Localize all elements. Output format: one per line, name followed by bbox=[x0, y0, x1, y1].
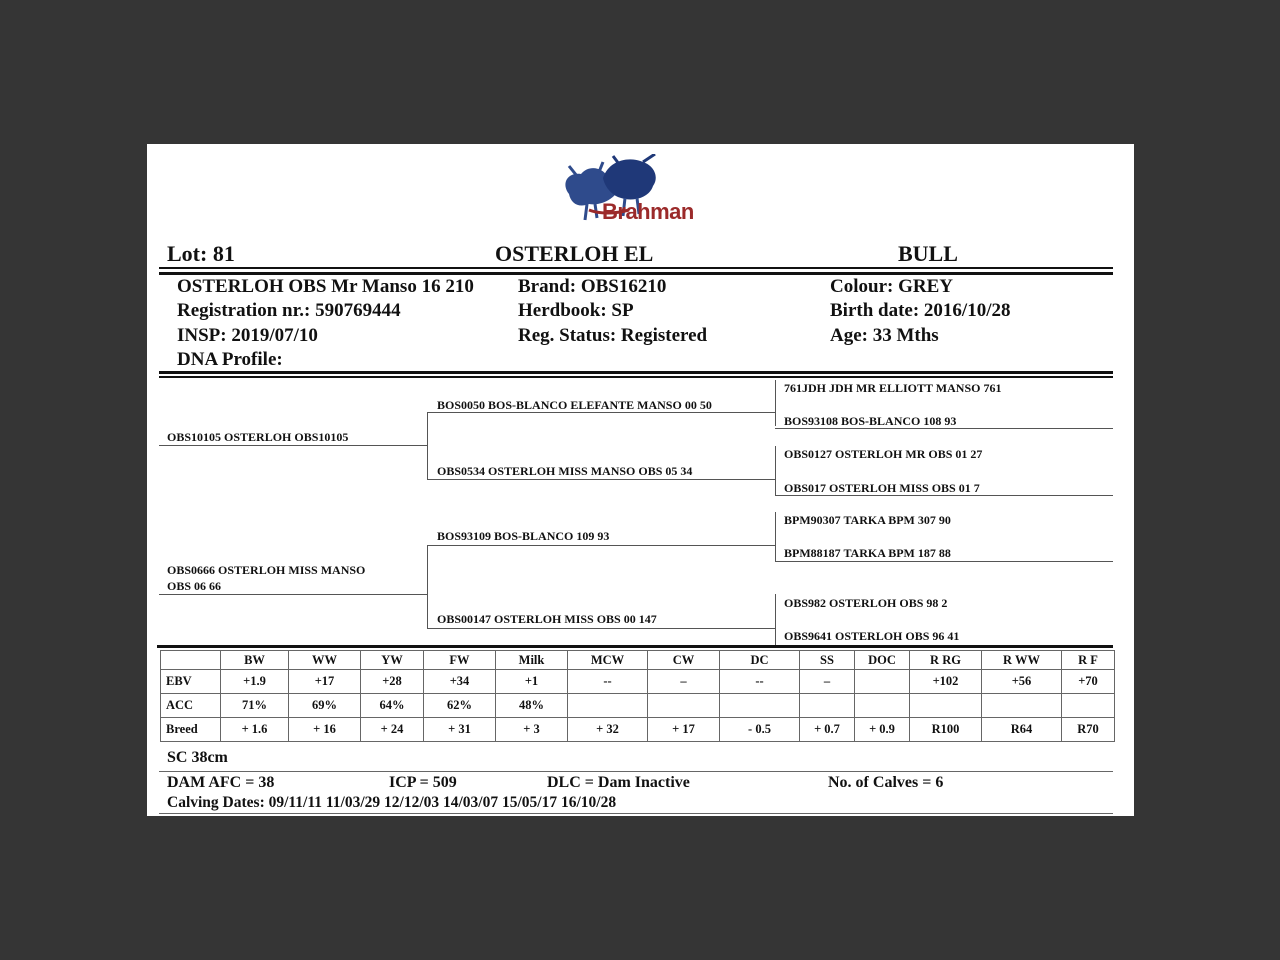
pedigree-dam-dam: OBS00147 OSTERLOH MISS OBS 00 147 bbox=[437, 612, 657, 626]
header-divider-bottom bbox=[159, 272, 1113, 275]
number-of-calves: No. of Calves = 6 bbox=[828, 774, 944, 791]
table-cell: R64 bbox=[982, 718, 1062, 742]
table-cell: R70 bbox=[1062, 718, 1115, 742]
pedigree-sire-dam: OBS0534 OSTERLOH MISS MANSO OBS 05 34 bbox=[437, 464, 693, 478]
pedigree-ggp-8: OBS9641 OSTERLOH OBS 96 41 bbox=[784, 629, 960, 643]
ebv-col-header: R RG bbox=[910, 651, 982, 670]
registration-number: Registration nr.: 590769444 bbox=[177, 300, 401, 321]
sex-label: BULL bbox=[898, 241, 958, 266]
ds-line bbox=[427, 545, 775, 546]
ebv-table bbox=[160, 650, 1115, 742]
sd-line bbox=[427, 479, 775, 480]
table-cell: – bbox=[800, 670, 855, 694]
dam-line bbox=[159, 594, 427, 595]
table-cell: +28 bbox=[361, 670, 424, 694]
table-cell: +34 bbox=[424, 670, 496, 694]
table-row bbox=[161, 718, 1115, 742]
ebv-col-header: YW bbox=[361, 651, 424, 670]
ebv-col-header: WW bbox=[289, 651, 361, 670]
table-cell: 48% bbox=[496, 694, 568, 718]
ss-bracket bbox=[775, 380, 776, 426]
pedigree-sire: OBS10105 OSTERLOH OBS10105 bbox=[167, 430, 349, 444]
dna-profile: DNA Profile: bbox=[177, 349, 283, 370]
sc-divider bbox=[159, 771, 1113, 772]
table-cell: + 16 bbox=[289, 718, 361, 742]
ebv-col-header: DOC bbox=[855, 651, 910, 670]
table-cell: + 0.9 bbox=[855, 718, 910, 742]
table-cell: + 3 bbox=[496, 718, 568, 742]
scrotal-circumference: SC 38cm bbox=[167, 749, 228, 766]
table-cell: -- bbox=[568, 670, 648, 694]
lot-number: Lot: 81 bbox=[167, 241, 235, 266]
pedigree-dam-line2: OBS 06 66 bbox=[167, 579, 222, 593]
ebv-col-header: DC bbox=[720, 651, 800, 670]
pedigree-dam-sire: BOS93109 BOS-BLANCO 109 93 bbox=[437, 529, 610, 543]
table-cell bbox=[648, 694, 720, 718]
table-row bbox=[161, 670, 1115, 694]
pedigree-ggp-1: 761JDH JDH MR ELLIOTT MANSO 761 bbox=[784, 381, 1002, 395]
header-divider-top bbox=[159, 267, 1113, 269]
prefix-name: OSTERLOH EL bbox=[495, 241, 654, 266]
ebv-col-header: R F bbox=[1062, 651, 1115, 670]
ebv-divider bbox=[157, 645, 1113, 648]
table-cell: – bbox=[648, 670, 720, 694]
ggp6-line bbox=[775, 561, 1113, 562]
table-cell: + 32 bbox=[568, 718, 648, 742]
inspection-date: INSP: 2019/07/10 bbox=[177, 325, 318, 346]
pedigree-ggp-2: BOS93108 BOS-BLANCO 108 93 bbox=[784, 414, 957, 428]
table-cell: +70 bbox=[1062, 670, 1115, 694]
pedigree-ggp-5: BPM90307 TARKA BPM 307 90 bbox=[784, 513, 951, 527]
sd-bracket bbox=[775, 446, 776, 496]
ebv-col-header: BW bbox=[221, 651, 289, 670]
table-cell bbox=[910, 694, 982, 718]
table-cell: - 0.5 bbox=[720, 718, 800, 742]
pedigree-ggp-6: BPM88187 TARKA BPM 187 88 bbox=[784, 546, 951, 560]
table-cell: +1 bbox=[496, 670, 568, 694]
table-cell: +1.9 bbox=[221, 670, 289, 694]
pedigree-ggp-3: OBS0127 OSTERLOH MR OBS 01 27 bbox=[784, 447, 983, 461]
table-cell: + 0.7 bbox=[800, 718, 855, 742]
pedigree-ggp-4: OBS017 OSTERLOH MISS OBS 01 7 bbox=[784, 481, 980, 495]
table-cell: 64% bbox=[361, 694, 424, 718]
pedigree-ggp-7: OBS982 OSTERLOH OBS 98 2 bbox=[784, 596, 948, 610]
table-cell: 69% bbox=[289, 694, 361, 718]
table-cell bbox=[982, 694, 1062, 718]
ggp2-line bbox=[775, 428, 1113, 429]
table-row bbox=[161, 694, 1115, 718]
table-cell bbox=[720, 694, 800, 718]
dam-bracket bbox=[427, 545, 428, 629]
ebv-header-row bbox=[161, 651, 1115, 670]
table-cell: +17 bbox=[289, 670, 361, 694]
table-cell: EBV bbox=[161, 670, 221, 694]
table-cell: 62% bbox=[424, 694, 496, 718]
dd-line bbox=[427, 628, 775, 629]
table-cell: Breed bbox=[161, 718, 221, 742]
table-cell: + 1.6 bbox=[221, 718, 289, 742]
table-cell: +56 bbox=[982, 670, 1062, 694]
ebv-col-header: SS bbox=[800, 651, 855, 670]
animal-name: OSTERLOH OBS Mr Manso 16 210 bbox=[177, 276, 474, 297]
footer-divider bbox=[159, 813, 1113, 814]
ebv-col-header: CW bbox=[648, 651, 720, 670]
table-cell bbox=[855, 670, 910, 694]
brahman-logo-text: Brahman bbox=[602, 199, 694, 224]
sire-bracket bbox=[427, 412, 428, 479]
ebv-col-header: MCW bbox=[568, 651, 648, 670]
calving-dates: Calving Dates: 09/11/11 11/03/29 12/12/03 14/03/07 15/05/17 16/10/28 bbox=[167, 794, 617, 811]
dd-bracket bbox=[775, 594, 776, 646]
info-divider-top bbox=[159, 371, 1113, 374]
table-cell: ACC bbox=[161, 694, 221, 718]
age: Age: 33 Mths bbox=[830, 325, 939, 346]
table-cell bbox=[568, 694, 648, 718]
table-cell: + 31 bbox=[424, 718, 496, 742]
table-cell: R100 bbox=[910, 718, 982, 742]
pedigree-dam-line1: OBS0666 OSTERLOH MISS MANSO bbox=[167, 563, 366, 577]
icp: ICP = 509 bbox=[389, 774, 457, 791]
table-cell bbox=[855, 694, 910, 718]
sire-line bbox=[159, 445, 427, 446]
table-cell bbox=[1062, 694, 1115, 718]
table-cell: + 24 bbox=[361, 718, 424, 742]
pedigree-sire-sire: BOS0050 BOS-BLANCO ELEFANTE MANSO 00 50 bbox=[437, 398, 712, 412]
registration-card bbox=[147, 144, 1134, 816]
brand: Brand: OBS16210 bbox=[518, 276, 667, 297]
ebv-col-header: Milk bbox=[496, 651, 568, 670]
table-cell: +102 bbox=[910, 670, 982, 694]
herdbook: Herdbook: SP bbox=[518, 300, 634, 321]
table-cell bbox=[800, 694, 855, 718]
ggp4-line bbox=[775, 495, 1113, 496]
colour: Colour: GREY bbox=[830, 276, 953, 297]
registration-status: Reg. Status: Registered bbox=[518, 325, 708, 346]
table-cell: -- bbox=[720, 670, 800, 694]
ds-bracket bbox=[775, 512, 776, 562]
ebv-col-header: FW bbox=[424, 651, 496, 670]
info-divider-bottom bbox=[159, 376, 1113, 378]
ebv-col-header: R WW bbox=[982, 651, 1062, 670]
table-cell: + 17 bbox=[648, 718, 720, 742]
ebv-col-header bbox=[161, 651, 221, 670]
dlc: DLC = Dam Inactive bbox=[547, 774, 690, 791]
birth-date: Birth date: 2016/10/28 bbox=[830, 300, 1011, 321]
ss-line bbox=[427, 412, 775, 413]
table-cell: 71% bbox=[221, 694, 289, 718]
dam-afc: DAM AFC = 38 bbox=[167, 774, 275, 791]
